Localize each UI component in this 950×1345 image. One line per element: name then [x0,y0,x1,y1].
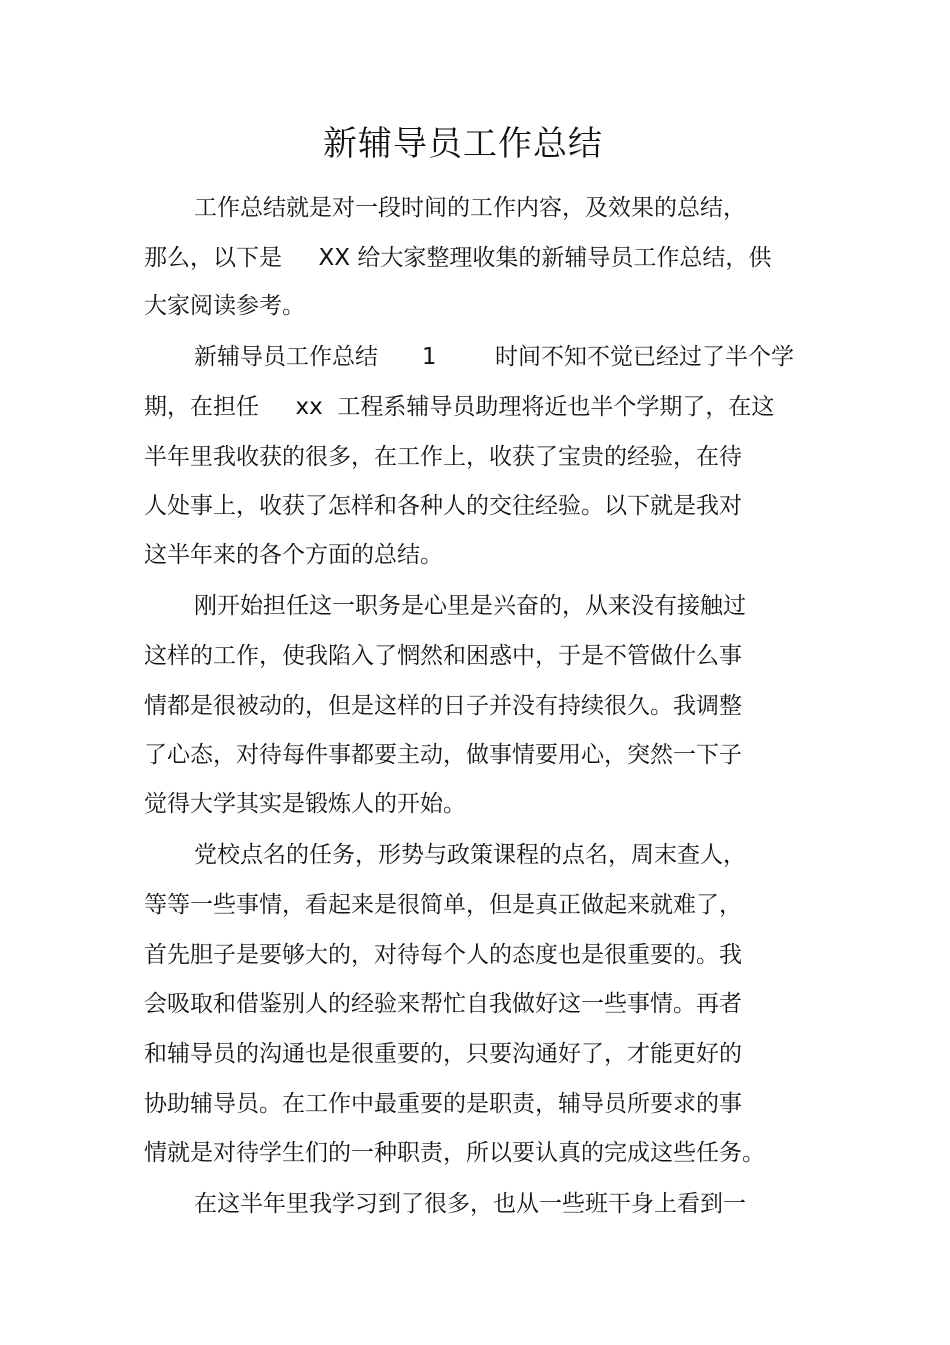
body-line-p2-3: 半年里我收获的很多，在工作上，收获了宝贵的经验，在待 [144,444,742,470]
body-line-p2-2: 期，在担任 xx 工程系辅导员助理将近也半个学期了，在这 [144,394,775,420]
body-line-p5-1: 在这半年里我学习到了很多，也从一些班干身上看到一 [194,1191,746,1217]
body-line-p3-5: 觉得大学其实是锻炼人的开始。 [144,791,466,817]
body-line-p3-2: 这样的工作，使我陷入了惘然和困惑中，于是不管做什么事 [144,643,742,669]
body-line-p2-4: 人处事上，收获了怎样和各种人的交往经验。以下就是我对 [144,493,742,519]
body-line-p2-5: 这半年来的各个方面的总结。 [144,542,443,568]
body-line-p4-1: 党校点名的任务，形势与政策课程的点名，周末查人， [194,842,746,868]
document-title: 新辅导员工作总结 [323,124,603,164]
body-line-intro-1: 工作总结就是对一段时间的工作内容，及效果的总结， [194,195,746,221]
body-line-intro-3: 大家阅读参考。 [144,293,305,319]
body-line-p4-5: 和辅导员的沟通也是很重要的，只要沟通好了，才能更好的 [144,1041,742,1067]
body-line-p4-3: 首先胆子是要够大的，对待每个人的态度也是很重要的。我 [144,942,742,968]
body-line-p3-3: 情都是很被动的，但是这样的日子并没有持续很久。我调整 [144,693,742,719]
body-line-p3-4: 了心态，对待每件事都要主动，做事情要用心，突然一下子 [144,742,742,768]
body-line-p3-1: 刚开始担任这一职务是心里是兴奋的，从来没有接触过 [194,593,746,619]
body-line-p4-6: 协助辅导员。在工作中最重要的是职责，辅导员所要求的事 [144,1091,742,1117]
body-line-p2-1: 新辅导员工作总结 1 时间不知不觉已经过了半个学 [194,344,794,370]
body-line-p4-4: 会吸取和借鉴别人的经验来帮忙自我做好这一些事情。再者 [144,991,742,1017]
body-line-intro-2: 那么，以下是 XX 给大家整理收集的新辅导员工作总结，供 [144,245,772,271]
body-line-p4-2: 等等一些事情，看起来是很简单，但是真正做起来就难了， [144,892,742,918]
body-line-p4-7: 情就是对待学生们的一种职责，所以要认真的完成这些任务。 [144,1140,765,1166]
